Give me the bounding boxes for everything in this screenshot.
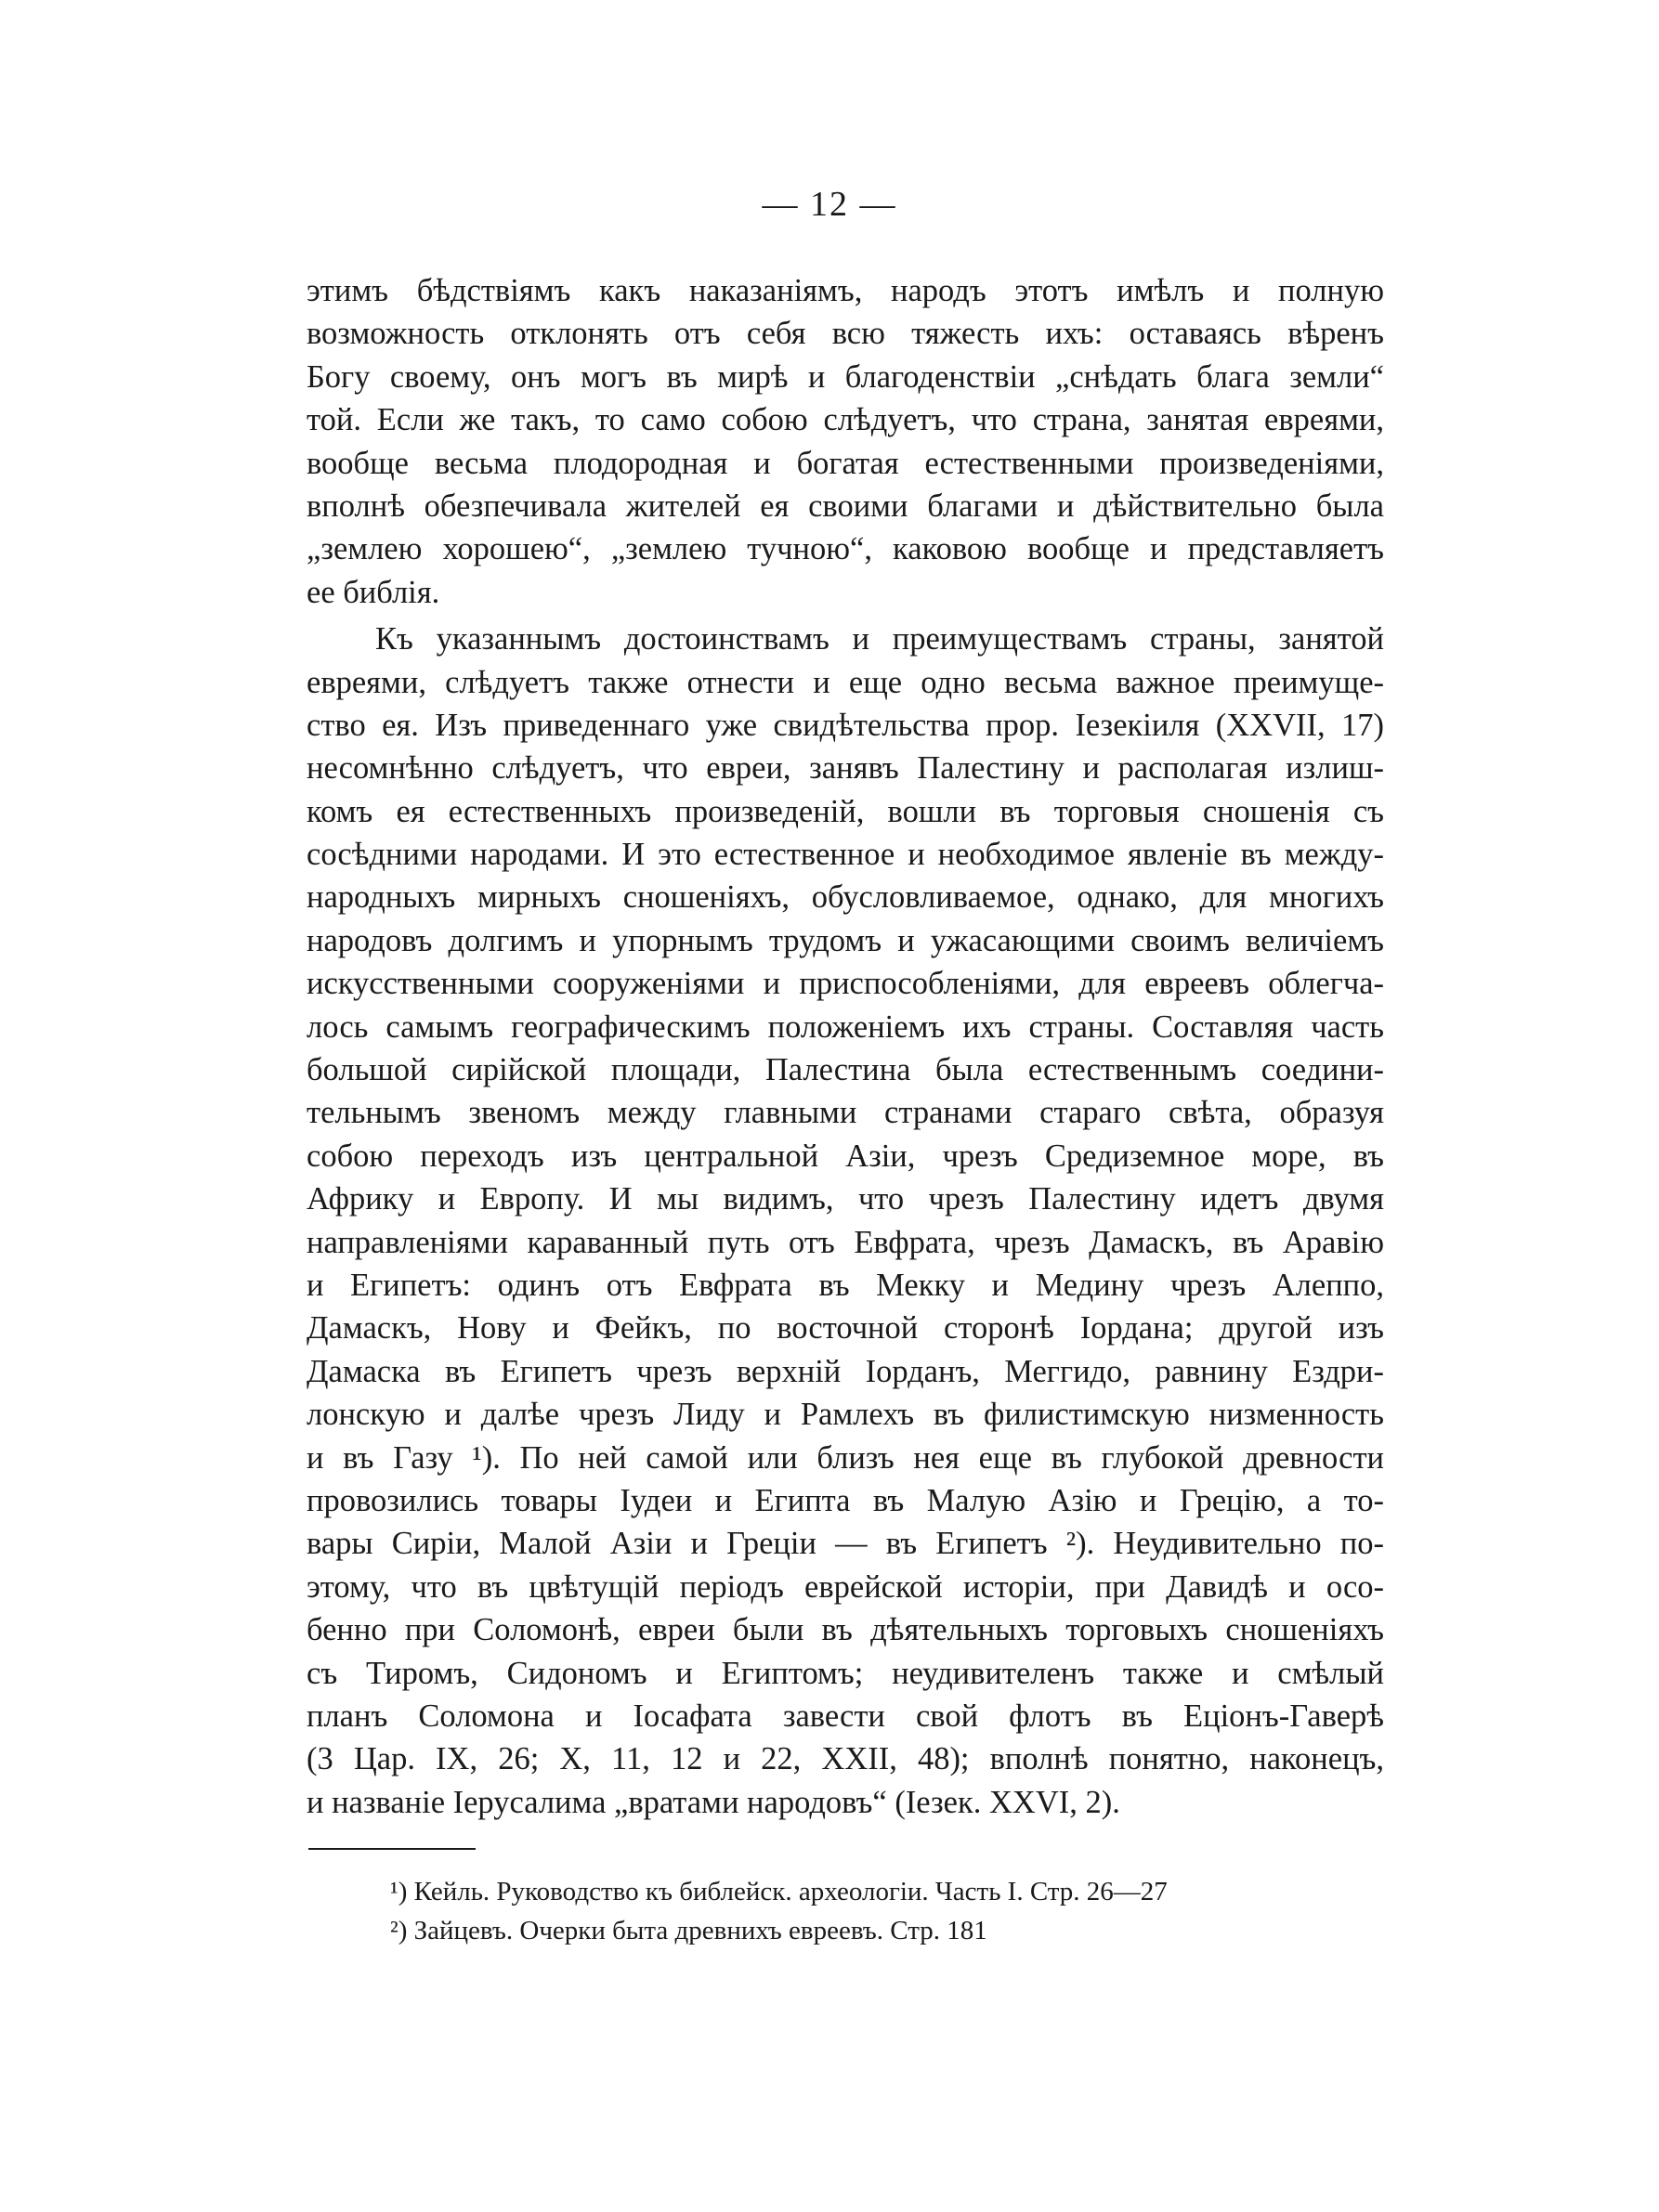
text-line: „землею хорошею“, „землею тучною“, каковою вообще и представляетъ xyxy=(307,531,1384,567)
paragraph-1 xyxy=(307,269,1384,614)
main-text xyxy=(307,269,1384,1824)
text-line: (3 Цар. IX, 26; X, 11, 12 и 22, XXII, 48); вполнѣ понятно, наконецъ, xyxy=(307,1741,1384,1777)
text-line: Богу своему, онъ могъ въ мирѣ и благоденствіи „снѣдать блага земли“ xyxy=(307,358,1384,395)
text-line: комъ ея естественныхъ произведеній, вошли въ торговыя сношенія съ xyxy=(307,793,1384,829)
footnote-2: ²) Зайцевъ. Очерки быта древнихъ евреевъ. Стр. 181 xyxy=(390,1916,987,1945)
text-line: вполнѣ обезпечивала жителей ея своими благами и дѣйствительно была xyxy=(307,488,1384,524)
text-line: провозились товары Іудеи и Египта въ Малую Азію и Грецію, а то- xyxy=(307,1482,1384,1518)
text-line: и Египетъ: одинъ отъ Евфрата въ Мекку и Медину чрезъ Алеппо, xyxy=(307,1267,1384,1303)
text-line: той. Если же такъ, то само собою слѣдуетъ, что страна, занятая евреями, xyxy=(307,402,1384,438)
text-line: этому, что въ цвѣтущій періодъ еврейской исторіи, при Давидѣ и осо- xyxy=(307,1568,1384,1605)
text-line: этимъ бѣдствіямъ какъ наказаніямъ, народъ этотъ имѣлъ и полную xyxy=(307,273,1384,308)
text-line: Дамаскъ, Нову и Фейкъ, по восточной сторонѣ Іордана; другой изъ xyxy=(307,1310,1384,1347)
text-line: Африку и Европу. И мы видимъ, что чрезъ Палестину идетъ двумя xyxy=(307,1181,1384,1217)
text-line: Дамаска въ Египетъ чрезъ верхній Іорданъ, Меггидо, равнину Ездри- xyxy=(307,1353,1384,1389)
text-line: тельнымъ звеномъ между главными странами стараго свѣта, образуя xyxy=(307,1095,1384,1131)
text-line: направленіями караванный путь отъ Евфрата, чрезъ Дамаскъ, въ Аравію xyxy=(307,1224,1384,1260)
text-line: возможность отклонять отъ себя всю тяжесть ихъ: оставаясь вѣренъ xyxy=(307,316,1384,352)
text-line: и въ Газу ¹). По ней самой или близъ нея еще въ глубокой древности xyxy=(307,1439,1384,1476)
text-line: народныхъ мирныхъ сношеніяхъ, обусловливаемое, однако, для многихъ xyxy=(307,879,1384,916)
text-line: бенно при Соломонѣ, евреи были въ дѣятельныхъ торговыхъ сношеніяхъ xyxy=(307,1612,1384,1648)
text-line: лось самымъ географическимъ положеніемъ ихъ страны. Составляя часть xyxy=(307,1008,1384,1045)
text-line: съ Тиромъ, Сидономъ и Египтомъ; неудивителенъ также и смѣлый xyxy=(307,1655,1384,1691)
text-line: большой сирійской площади, Палестина была естественнымъ соедини- xyxy=(307,1052,1384,1088)
text-line: сосѣдними народами. И это естественное и необходимое явленіе въ между- xyxy=(307,837,1384,873)
text-line: планъ Соломона и Іосафата завести свой флотъ въ Еціонъ-Гаверѣ xyxy=(307,1698,1384,1734)
text-line: народовъ долгимъ и упорнымъ трудомъ и ужасающими своимъ величіемъ xyxy=(307,922,1384,958)
text-line: лонскую и далѣе чрезъ Лиду и Рамлехъ въ филистимскую низменность xyxy=(307,1397,1384,1433)
text-line: собою переходъ изъ центральной Азіи, чрезъ Средиземное море, въ xyxy=(307,1138,1384,1174)
footnote-1: ¹) Кейль. Руководство къ библейск. археологіи. Часть I. Стр. 26—27 xyxy=(390,1877,1168,1906)
text-line: искусственными сооруженіями и приспособленіями, для евреевъ облегча- xyxy=(307,966,1384,1002)
text-line: и названіе Іерусалима „вратами народовъ“ (Іезек. XXVI, 2). xyxy=(307,1784,1120,1820)
footnotes xyxy=(390,1872,1393,1950)
text-line: евреями, слѣдуетъ также отнести и еще одно весьма важное преимуще- xyxy=(307,664,1384,700)
text-line: вары Сиріи, Малой Азіи и Греціи — въ Египетъ ²). Неудивительно по- xyxy=(307,1526,1384,1562)
text-line: вообще весьма плодородная и богатая естественными произведеніями, xyxy=(307,445,1384,481)
text-line: несомнѣнно слѣдуетъ, что евреи, занявъ Палестину и располагая излиш- xyxy=(307,750,1384,787)
text-line: ство ея. Изъ приведеннаго уже свидѣтельства прор. Іезекіиля (XXVII, 17) xyxy=(307,707,1384,743)
text-line: ее библія. xyxy=(307,574,440,610)
footnote-rule xyxy=(308,1848,476,1850)
text-line: Къ указаннымъ достоинствамъ и преимуществамъ страны, занятой xyxy=(375,621,1384,657)
page-number: — 12 — xyxy=(762,185,897,224)
paragraph-2 xyxy=(307,618,1384,1824)
